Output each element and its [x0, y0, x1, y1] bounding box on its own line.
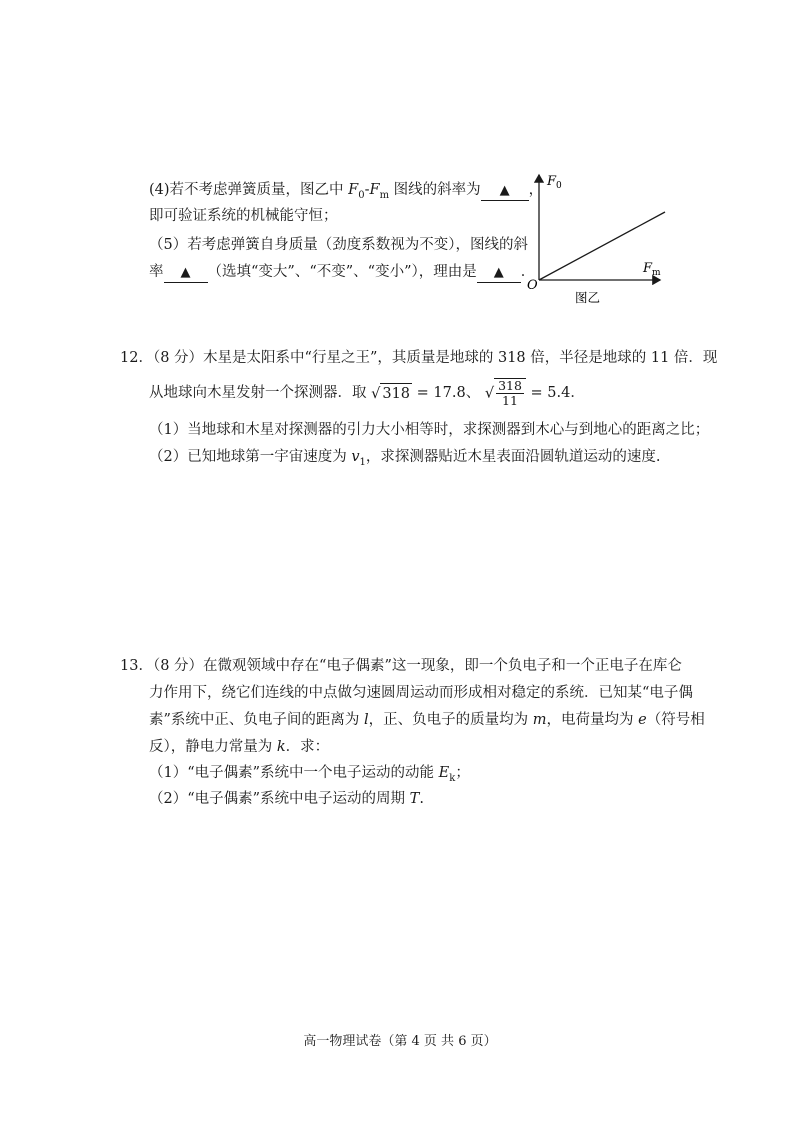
q12-part1: （1）当地球和木星对探测器的引力大小相等时，求探测器到木心与到地心的距离之比；: [149, 422, 710, 438]
figure-caption: 图乙: [575, 290, 601, 305]
x-axis-label: $F_m$: [643, 261, 661, 278]
q12-line2: 从地球向木星发射一个探测器．取 √ 318 = 17.8、 √ $\frac{318}{11}$ = 5.4．: [149, 378, 585, 408]
sqrt-expression: √ 318: [371, 383, 412, 404]
q13-line1: 13．（8 分）在微观领域中存在“电子偶素”这一现象，即一个负电子和一个正电子在库仑: [120, 658, 682, 674]
q12-part2: （2）已知地球第一宇宙速度为 $v_1$，求探测器贴近木星表面沿圆轨道运动的速度.: [149, 449, 661, 468]
q11-part5-line2: 率 ▲ （选填“变大”、“不变”、“变小”），理由是 ▲ ．: [149, 262, 535, 283]
q13-line3: 素”系统中正、负电子间的距离为 l，正、负电子的质量均为 m，电荷量均为 e（符号相: [149, 712, 705, 728]
sqrt-fraction-expression: √ $\frac{318}{11}$: [485, 378, 526, 408]
q13-number: 13．: [120, 658, 153, 674]
triangle-icon: ▲: [499, 183, 510, 198]
q13-line4: 反），静电力常量为 k．求：: [149, 739, 330, 755]
figure-graph-yi: [525, 165, 675, 305]
q11-part4-line1: (4)若不考虑弹簧质量，图乙中 $F_0-F_m$ 图线的斜率为 ▲ ，: [149, 182, 544, 201]
q12-line1: 12．（8 分）木星是太阳系中“行星之王”，其质量是地球的 318 倍，半径是地球的 11 倍．现: [120, 350, 718, 366]
page-footer: 高一物理试卷（第 4 页 共 6 页）: [303, 1034, 497, 1049]
answer-blank[interactable]: [164, 263, 208, 283]
origin-label: O: [527, 278, 538, 293]
graph-svg: [525, 165, 675, 305]
y-axis-label: $F_0$: [547, 174, 562, 191]
q11-part4-line2: 即可验证系统的机械能守恒；: [149, 208, 338, 224]
answer-blank[interactable]: [477, 263, 521, 283]
triangle-icon: ▲: [180, 265, 191, 280]
q12-number: 12．: [120, 350, 153, 366]
triangle-icon: ▲: [493, 265, 504, 280]
q11-part5-line1: （5）若考虑弹簧自身质量（劲度系数视为不变），图线的斜: [149, 237, 528, 253]
q13-part1: （1）“电子偶素”系统中一个电子运动的动能 $E_k$；: [149, 765, 470, 784]
q13-part2: （2）“电子偶素”系统中电子运动的周期 T.: [149, 791, 424, 807]
answer-blank[interactable]: [481, 181, 529, 201]
q13-line2: 力作用下，绕它们连线的中点做匀速圆周运动而形成相对稳定的系统．已知某“电子偶: [149, 685, 693, 701]
